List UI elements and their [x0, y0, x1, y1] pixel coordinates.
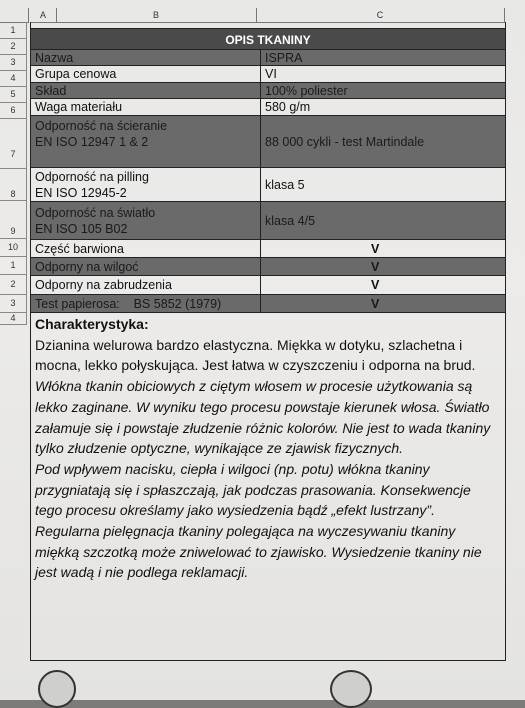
table-row[interactable] [31, 202, 505, 240]
table-row[interactable] [31, 276, 505, 295]
description-body [35, 314, 501, 583]
row-number[interactable]: 6 [0, 102, 27, 119]
row-value [261, 295, 505, 312]
row-label: Odporny na wilgoć [31, 258, 261, 275]
description-paragraph: Dzianina welurowa bardzo elastyczna. Miękka w dotyku, szlachetna i mocna, lekko połyskująca. Jest łatwa w czyszczeniu i odporna na brud. [35, 336, 476, 374]
table-row[interactable] [31, 295, 505, 313]
description-paragraph: Regularna pielęgnacja tkaniny polegająca na wyczesywaniu tkaniny miękką szczotką może zniwelować to zjawisko. Wysiedzenie tkaniny nie jest wadą i nie podlega reklamacji. [35, 523, 482, 581]
row-value [261, 276, 505, 294]
table-title: OPIS TKANINY [225, 33, 311, 47]
row-label-line: Odporność na ścieranie [35, 119, 168, 133]
row-value: 100% poliester [265, 84, 348, 98]
table-row[interactable] [31, 66, 505, 83]
table-title-row[interactable] [31, 28, 505, 50]
row-number[interactable]: 3 [0, 54, 27, 71]
row-value: klasa 5 [265, 178, 305, 192]
row-label: Grupa cenowa [31, 66, 261, 82]
row-label [31, 168, 261, 201]
row-value [261, 258, 505, 275]
row-label [31, 116, 261, 167]
row-number[interactable]: 8 [0, 168, 27, 201]
row-number[interactable]: 5 [0, 86, 27, 103]
check-mark: V [371, 278, 380, 292]
table-row[interactable] [31, 240, 505, 258]
table-row[interactable] [31, 83, 505, 99]
column-header-b[interactable]: B [56, 8, 257, 23]
certification-logo-icon [38, 670, 76, 708]
row-number[interactable]: 1 [0, 256, 27, 275]
row-label-line: EN ISO 12945-2 [35, 186, 127, 200]
row-value: VI [265, 67, 277, 81]
description-paragraph: Pod wpływem nacisku, ciepła i wilgoci (np. potu) włókna tkaniny przygniatają się i spłaszczają, jak podczas prasowania. Konsekwencje tego procesu określamy jako wysiedzenia bądź „efekt lustrzany”. [35, 460, 471, 519]
table-row[interactable] [31, 50, 505, 66]
description-section [31, 313, 505, 660]
row-label: Odporny na zabrudzenia [31, 276, 261, 294]
row-number[interactable]: 1 [0, 22, 27, 39]
row-label-line: EN ISO 12947 1 & 2 [35, 135, 149, 149]
column-header-c[interactable]: C [256, 8, 505, 23]
row-number[interactable]: 4 [0, 312, 27, 325]
table-row[interactable] [31, 258, 505, 276]
row-label-line: Odporność na pilling [35, 170, 149, 184]
row-value: 88 000 cykli - test Martindale [265, 135, 425, 149]
row-value: 580 g/m [265, 100, 311, 114]
row-number[interactable]: 10 [0, 238, 27, 257]
row-label: Część barwiona [31, 240, 261, 257]
table-row[interactable] [31, 116, 505, 168]
column-headers [0, 8, 525, 22]
row-number[interactable]: 2 [0, 38, 27, 55]
description-heading: Charakterystyka: [35, 316, 149, 332]
row-number[interactable]: 2 [0, 274, 27, 295]
page-footer [0, 662, 525, 700]
row-number[interactable]: 7 [0, 118, 27, 169]
row-number[interactable]: 4 [0, 70, 27, 87]
row-number[interactable]: 3 [0, 294, 27, 313]
row-value: ISPRA [265, 51, 303, 65]
row-label: Skład [31, 83, 261, 98]
row-label: Test papierosa: BS 5852 (1979) [31, 295, 261, 312]
certification-seal-icon [330, 670, 372, 708]
corner-cell [0, 8, 29, 23]
row-label-line: Odporność na światło [35, 206, 156, 220]
check-mark: V [371, 242, 380, 256]
column-header-a[interactable]: A [30, 8, 57, 23]
check-mark: V [371, 297, 380, 311]
row-number[interactable]: 9 [0, 200, 27, 239]
check-mark: V [371, 260, 380, 274]
row-label-line: EN ISO 105 B02 [35, 222, 128, 236]
row-label: Waga materiału [31, 99, 261, 115]
row-value [261, 240, 505, 257]
table-row[interactable] [31, 99, 505, 116]
description-paragraph: Włókna tkanin obiciowych z ciętym włosem w procesie użytkowania są lekko zaginane. W wyniku tego procesu powstaje kierunek włosa. Światło załamuje się i powstaje złudzenie różnic kolorów. Nie jest to wada tkaniny tylko złudzenie optyczne, wynikające ze zjawisk fizycznych. [35, 378, 491, 457]
fabric-spec-sheet [30, 22, 506, 661]
row-label: Nazwa [31, 50, 261, 65]
row-label [31, 202, 261, 239]
row-value: klasa 4/5 [265, 214, 316, 228]
table-row[interactable] [31, 168, 505, 202]
